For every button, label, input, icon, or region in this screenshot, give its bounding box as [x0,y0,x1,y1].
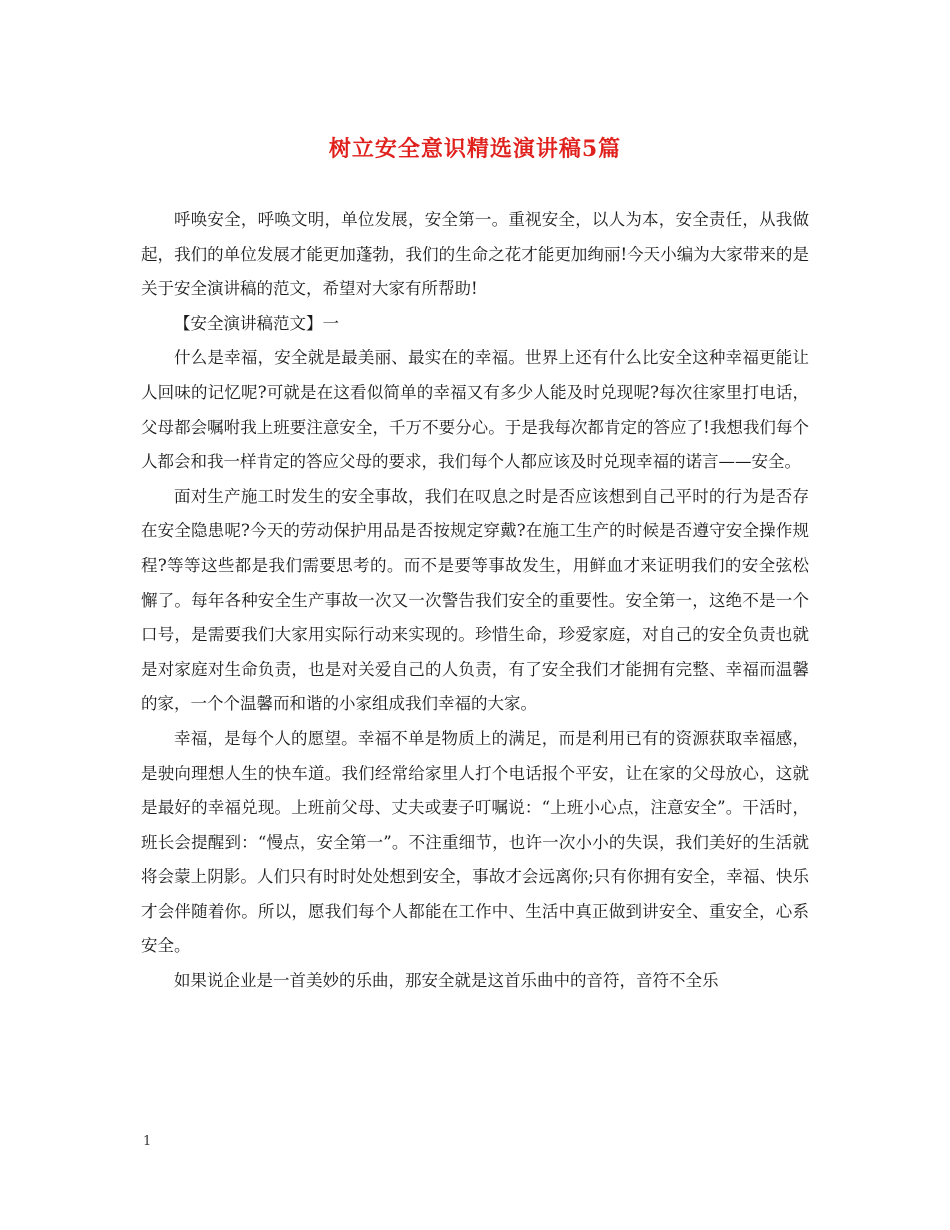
intro-paragraph: 呼唤安全，呼唤文明，单位发展，安全第一。重视安全，以人为本，安全责任，从我做起，我们的单位发展才能更加蓬勃，我们的生命之花才能更加绚丽!今天小编为大家带来的是关于安全演讲稿的范文，希望对大家有所帮助! [141,210,809,299]
document-body [141,203,809,999]
body-paragraph: 面对生产施工时发生的安全事故，我们在叹息之时是否应该想到自己平时的行为是否存在安全隐患呢?今天的劳动保护用品是否按规定穿戴?在施工生产的时候是否遵守安全操作规程?等等这些都是我们需要思考的。而不是要等事故发生，用鲜血才来证明我们的安全弦松懈了。每年各种安全生产事故一次又一次警告我们安全的重要性。安全第一，这绝不是一个口号，是需要我们大家用实际行动来实现的。珍惜生命，珍爱家庭，对自己的安全负责也就是对家庭对生命负责，也是对关爱自己的人负责，有了安全我们才能拥有完整、幸福而温馨的家，一个个温馨而和谐的小家组成我们幸福的大家。 [141,486,809,714]
body-paragraph: 如果说企业是一首美妙的乐曲，那安全就是这首乐曲中的音符，音符不全乐 [174,971,719,991]
document-title: 树立安全意识精选演讲稿5篇 [328,136,622,162]
page-number: 1 [143,1134,152,1149]
section-heading: 【安全演讲稿范文】一 [174,313,339,333]
body-paragraph: 幸福，是每个人的愿望。幸福不单是物质上的满足，而是利用已有的资源获取幸福感，是驶向理想人生的快车道。我们经常给家里人打个电话报个平安，让在家的父母放心，这就是最好的幸福兑现。上班前父母、丈夫或妻子叮嘱说：“上班小心点，注意安全”。干活时，班长会提醒到：“慢点，安全第一”。不注重细节，也许一次小小的失误，我们美好的生活就将会蒙上阴影。人们只有时时处处想到安全，事故才会远离你;只有你拥有安全，幸福、快乐才会伴随着你。所以，愿我们每个人都能在工作中、生活中真正做到讲安全、重安全，心系安全。 [141,728,809,956]
body-paragraph: 什么是幸福，安全就是最美丽、最实在的幸福。世界上还有什么比安全这种幸福更能让人回味的记忆呢?可就是在这看似简单的幸福又有多少人能及时兑现呢?每次往家里打电话，父母都会嘱咐我上班要注意安全，千万不要分心。于是我每次都肯定的答应了!我想我们每个人都会和我一样肯定的答应父母的要求，我们每个人都应该及时兑现幸福的诺言——安全。 [141,348,809,472]
